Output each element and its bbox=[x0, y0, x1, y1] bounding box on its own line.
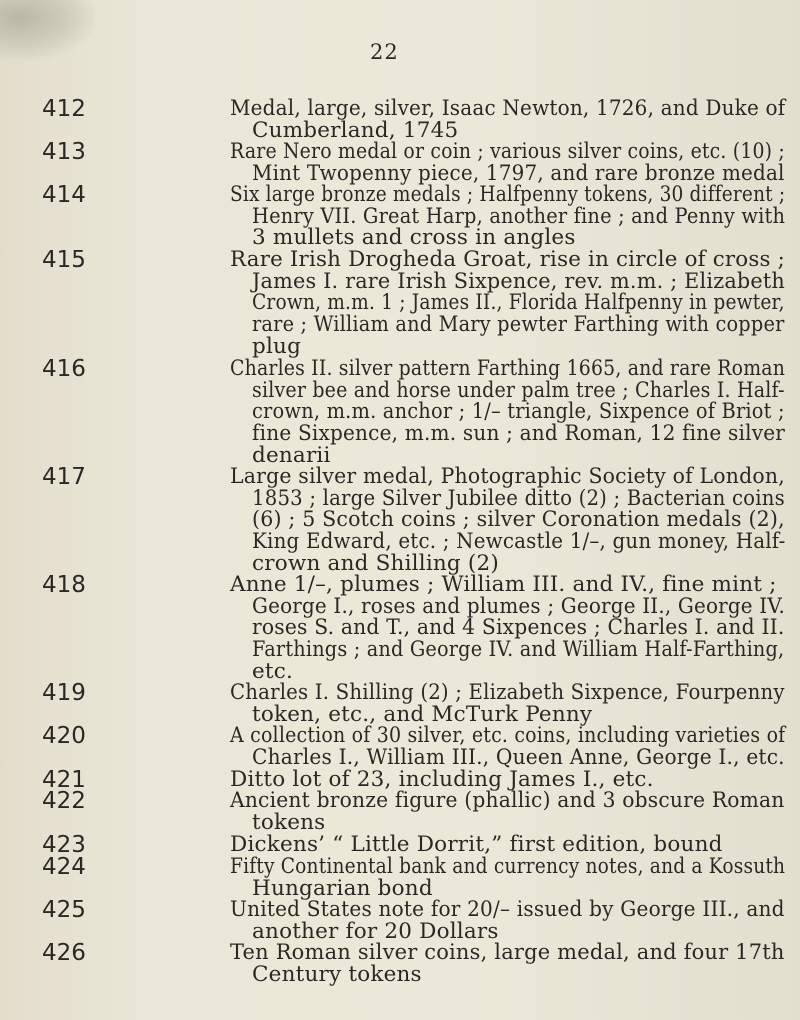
lot-description-line: roses S. and T., and 4 Sixpences ; Charles I. and II. bbox=[252, 615, 785, 641]
lot-number: 415 bbox=[42, 247, 86, 273]
lot-description-line: George I., roses and plumes ; George II., George IV. bbox=[252, 593, 785, 619]
lot-description-line: Hungarian bond bbox=[252, 875, 433, 901]
lot-description-line: Rare Irish Drogheda Groat, rise in circle of cross ; bbox=[230, 247, 786, 272]
lot-description-line: silver bee and horse under palm tree ; Charles I. Half- bbox=[252, 377, 785, 403]
lot-number: 420 bbox=[42, 723, 86, 749]
lot-description-line: Ditto lot of 23, including James I., etc. bbox=[230, 767, 654, 792]
lot-number: 425 bbox=[42, 897, 86, 923]
lot-number: 412 bbox=[42, 96, 86, 122]
lot-description-line: Large silver medal, Photographic Society of London, bbox=[230, 464, 785, 489]
lot-description-line: 1853 ; large Silver Jubilee ditto (2) ; Bacterian coins bbox=[252, 485, 785, 511]
paper-stain bbox=[0, 0, 95, 60]
lot-number: 426 bbox=[42, 940, 86, 966]
lot-description-line: Cumberland, 1745 bbox=[252, 117, 459, 143]
lot-number: 424 bbox=[42, 854, 86, 880]
lot-description-line: Dickens’ “ Little Dorrit,” first edition, bound bbox=[230, 832, 723, 857]
lot-description-line: Rare Nero medal or coin ; various silver coins, etc. (10) ; bbox=[230, 139, 785, 164]
lot-number: 423 bbox=[42, 832, 86, 858]
lot-description-line: etc. bbox=[252, 658, 294, 684]
lot-description-line: Century tokens bbox=[252, 961, 422, 987]
lot-description-line: Mint Twopenny piece, 1797, and rare bronze medal bbox=[252, 160, 785, 186]
lot-description-line: James I. rare Irish Sixpence, rev. m.m. ; Elizabeth bbox=[252, 268, 786, 294]
lot-description-line: Six large bronze medals ; Halfpenny tokens, 30 different ; bbox=[230, 182, 786, 207]
lot-description-line: crown, m.m. anchor ; 1/– triangle, Sixpence of Briot ; bbox=[252, 399, 785, 425]
lot-description-line: Charles I., William III., Queen Anne, George I., etc. bbox=[252, 744, 785, 770]
lot-description-line: Henry VII. Great Harp, another fine ; and Penny with bbox=[252, 203, 786, 229]
lot-description-line: Crown, m.m. 1 ; James II., Florida Halfpenny in pewter, bbox=[252, 290, 785, 316]
lot-description-line: King Edward, etc. ; Newcastle 1/–, gun money, Half- bbox=[252, 529, 786, 555]
lot-description-line: crown and Shilling (2) bbox=[252, 550, 499, 576]
lot-description-line: United States note for 20/– issued by George III., and bbox=[230, 897, 785, 922]
lot-description-line: token, etc., and McTurk Penny bbox=[252, 701, 593, 727]
lot-number: 414 bbox=[42, 182, 86, 208]
lot-description-line: 3 mullets and cross in angles bbox=[252, 225, 576, 251]
lot-description-line: Fifty Continental bank and currency notes, and a Kossuth bbox=[230, 854, 786, 879]
lot-description-line: Charles II. silver pattern Farthing 1665, and rare Roman bbox=[230, 356, 786, 381]
lot-description-line: (6) ; 5 Scotch coins ; silver Coronation medals (2), bbox=[252, 507, 785, 533]
page-number: 22 bbox=[370, 40, 399, 64]
lot-number: 417 bbox=[42, 464, 86, 490]
lot-number: 421 bbox=[42, 767, 86, 793]
lot-number: 422 bbox=[42, 788, 86, 814]
lot-description-line: Anne 1/–, plumes ; William III. and IV., fine mint ; bbox=[230, 572, 777, 597]
lot-description-line: Farthings ; and George IV. and William Half-Farthing, bbox=[252, 637, 785, 663]
lot-description-line: tokens bbox=[252, 809, 326, 835]
lot-number: 419 bbox=[42, 680, 86, 706]
lot-description-line: rare ; William and Mary pewter Farthing with copper bbox=[252, 312, 785, 338]
lot-description-line: Ancient bronze figure (phallic) and 3 obscure Roman bbox=[230, 788, 785, 813]
lot-description-line: denarii bbox=[252, 442, 331, 468]
lot-description-line: Medal, large, silver, Isaac Newton, 1726, and Duke of bbox=[230, 96, 786, 121]
lot-description-line: plug bbox=[252, 333, 302, 359]
lot-description-line: Ten Roman silver coins, large medal, and four 17th bbox=[230, 940, 785, 965]
lot-description-line: fine Sixpence, m.m. sun ; and Roman, 12 fine silver bbox=[252, 421, 786, 447]
lot-number: 418 bbox=[42, 572, 86, 598]
lot-description-line: Charles I. Shilling (2) ; Elizabeth Sixpence, Fourpenny bbox=[230, 680, 785, 705]
lot-number: 413 bbox=[42, 139, 86, 165]
lot-description-line: another for 20 Dollars bbox=[252, 918, 499, 944]
lot-description-line: A collection of 30 silver, etc. coins, including varieties of bbox=[230, 723, 786, 748]
lot-number: 416 bbox=[42, 356, 86, 382]
